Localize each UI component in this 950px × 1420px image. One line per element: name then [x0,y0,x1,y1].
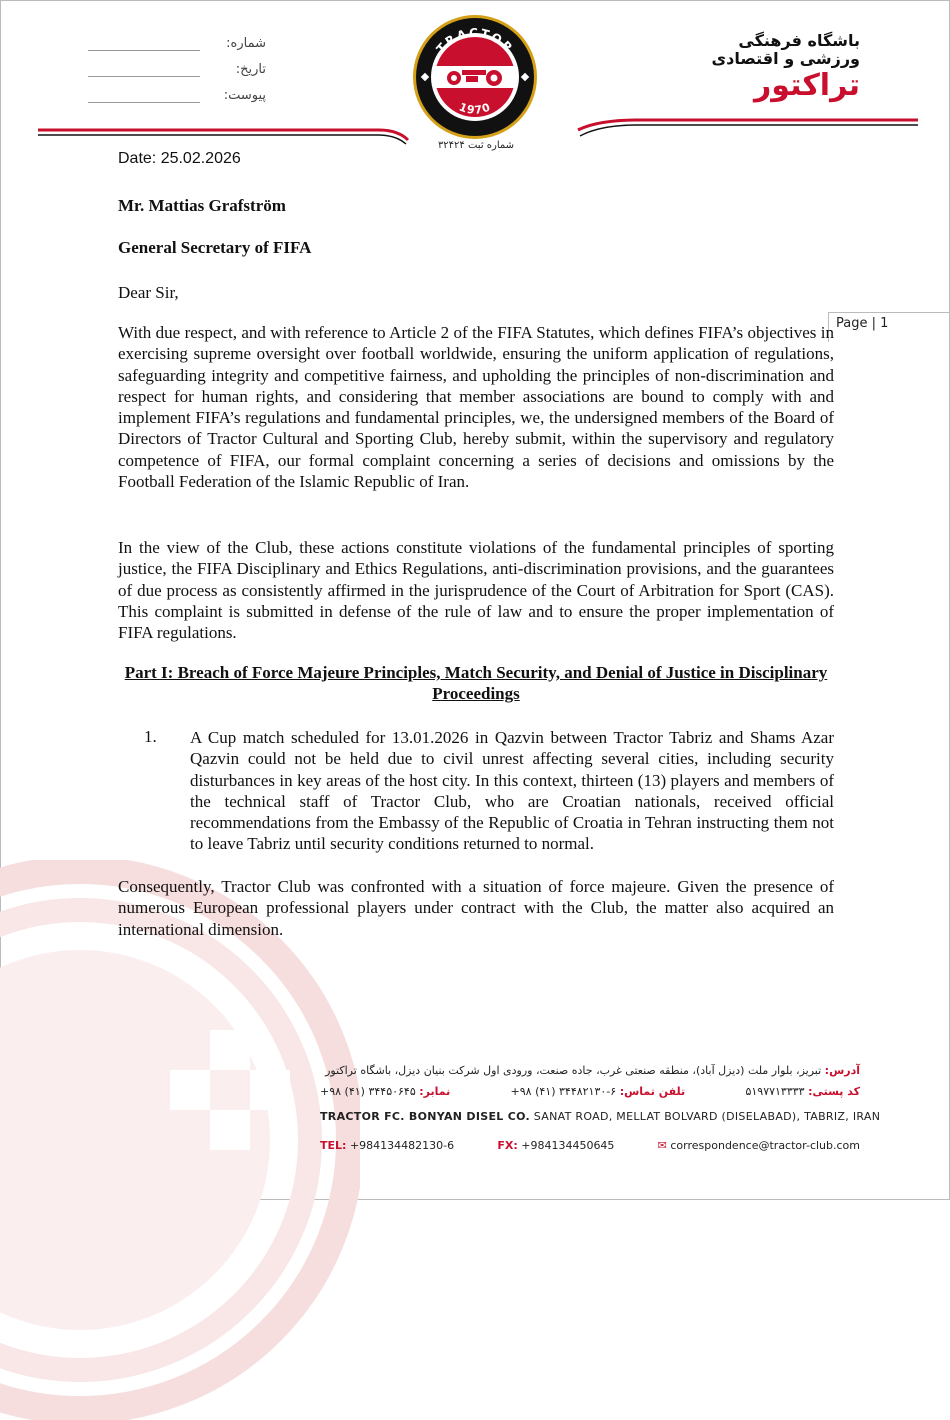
footer-contacts [320,1139,860,1152]
footer-phone [511,1085,686,1098]
footer-address-en-value: SANAT ROAD, MELLAT BOLVARD (DISELABAD), TABRIZ, IRAN [533,1110,881,1123]
footer-fx-label: FX: [497,1139,518,1152]
page-number: Page | 1 [836,316,889,331]
footer-address-fa [320,1064,860,1077]
club-name [711,32,860,104]
list-item-text: A Cup match scheduled for 13.01.2026 in Qazvin between Tractor Tabriz and Shams Azar Qazvin could not be held due to civil unrest affecting several cities, including security disturbances in key areas of the host city. In this context, thirteen (13) players and members of the technical staff of Tractor Club, who are Croatian nationals, received official recommendations from the Embassy of the Republic of Croatia in Tehran instructing them not to leave Tabriz until security conditions returned to normal. [190,728,834,854]
club-name-line2: ورزشی و اقتصادی [711,49,860,68]
footer-tel-label: TEL: [320,1139,347,1152]
letterhead-footer [320,1064,881,1152]
part-heading: Part I: Breach of Force Majeure Principles, Match Security, and Denial of Justice in Disciplinary Proceedings [124,663,828,704]
footer-phones-fa [320,1085,860,1098]
addressee-title: General Secretary of FIFA [118,238,312,257]
logo-top-text: TRACTOR [433,25,517,57]
addressee-name: Mr. Mattias Grafström [118,196,286,215]
footer-postal [745,1085,860,1098]
paragraph-force-majeure: Consequently, Tractor Club was confronted with a situation of force majeure. Given the presence of numerous European professional players under contract with the Club, the matter also acquired an international dimension. [118,877,834,939]
field-attachment-line [88,88,200,103]
footer-address-value: تبریز، بلوار ملت (دیزل آباد)، منطقه صنعتی غرب، جاده صنعت، ورودی اول شرکت بنیان دیزل، باشگاه تراکتور [325,1064,822,1077]
club-name-line3: تراکتور [754,68,860,103]
registration-number: شماره ثبت ۳۲۴۲۴ [437,140,515,151]
header-fields [88,30,266,108]
field-attachment-label: پیوست: [223,87,266,103]
watermark-logo [0,860,360,1420]
footer-postal-value: ۵۱۹۷۷۱۳۳۳۳ [745,1085,805,1098]
footer-fax-value: ۳۴۴۵۰۶۴۵ (۴۱) ۹۸+ [320,1085,416,1098]
footer-fx-value: +984134450645 [521,1139,615,1152]
field-date-line [88,62,200,77]
letter-date: Date: 25.02.2026 [118,150,241,167]
footer-tel [320,1139,454,1152]
footer-postal-label: کد پستی: [808,1085,860,1098]
footer-fx [497,1139,614,1152]
footer-company: TRACTOR FC. BONYAN DISEL CO. [320,1110,530,1123]
footer-fax-label: نمابر: [419,1085,451,1098]
list-item-number: 1. [144,727,157,746]
tractor-club-logo [412,14,538,140]
field-number [88,30,266,56]
footer-address-en [320,1110,881,1123]
field-date-label: تاریخ: [235,61,266,77]
field-date [88,56,266,82]
field-attachment [88,82,266,108]
footer-address-label: آدرس: [824,1064,860,1077]
footer-tel-value: +984134482130-6 [349,1139,455,1152]
footer-email-value[interactable]: correspondence@tractor-club.com [670,1139,860,1152]
footer-phone-value: ۶-۳۴۴۸۲۱۳۰ (۴۱) ۹۸+ [510,1085,617,1098]
envelope-icon: ✉ [657,1139,667,1152]
club-name-line1: باشگاه فرهنگی [738,31,860,50]
salutation: Dear Sir, [118,283,179,302]
footer-phone-label: تلفن تماس: [619,1085,686,1098]
field-number-label: شماره: [226,35,266,51]
paragraph-intro: With due respect, and with reference to Article 2 of the FIFA Statutes, which defines FIFA’s objectives in exercising supreme oversight over football worldwide, ensuring the uniform application of regulations, safeguarding integrity and competitive fairness, and upholding the principles of non-discrimination and respect for human rights, and considering that member associations are bound to comply with and implement FIFA’s regulations and fundamental principles, we, the undersigned members of the Board of Directors of Tractor Cultural and Sporting Club, hereby submit, within the supervisory and regulatory competence of FIFA, our formal complaint concerning a series of decisions and omissions by the Football Federation of the Islamic Republic of Iran. [118,323,834,492]
page-marker-line [828,312,950,313]
field-number-line [88,36,200,51]
paragraph-view: In the view of the Club, these actions constitute violations of the fundamental principles of sporting justice, the FIFA Disciplinary and Ethics Regulations, anti-discrimination provisions, and the guarantees of due process as consistently affirmed in the jurisprudence of the Court of Arbitration for Sport (CAS). This complaint is submitted in defense of the rule of law and to ensure the proper implementation of FIFA regulations. [118,538,834,643]
logo-bottom-text: 1970 [457,100,493,117]
footer-fax [320,1085,450,1098]
footer-email[interactable] [658,1139,860,1152]
